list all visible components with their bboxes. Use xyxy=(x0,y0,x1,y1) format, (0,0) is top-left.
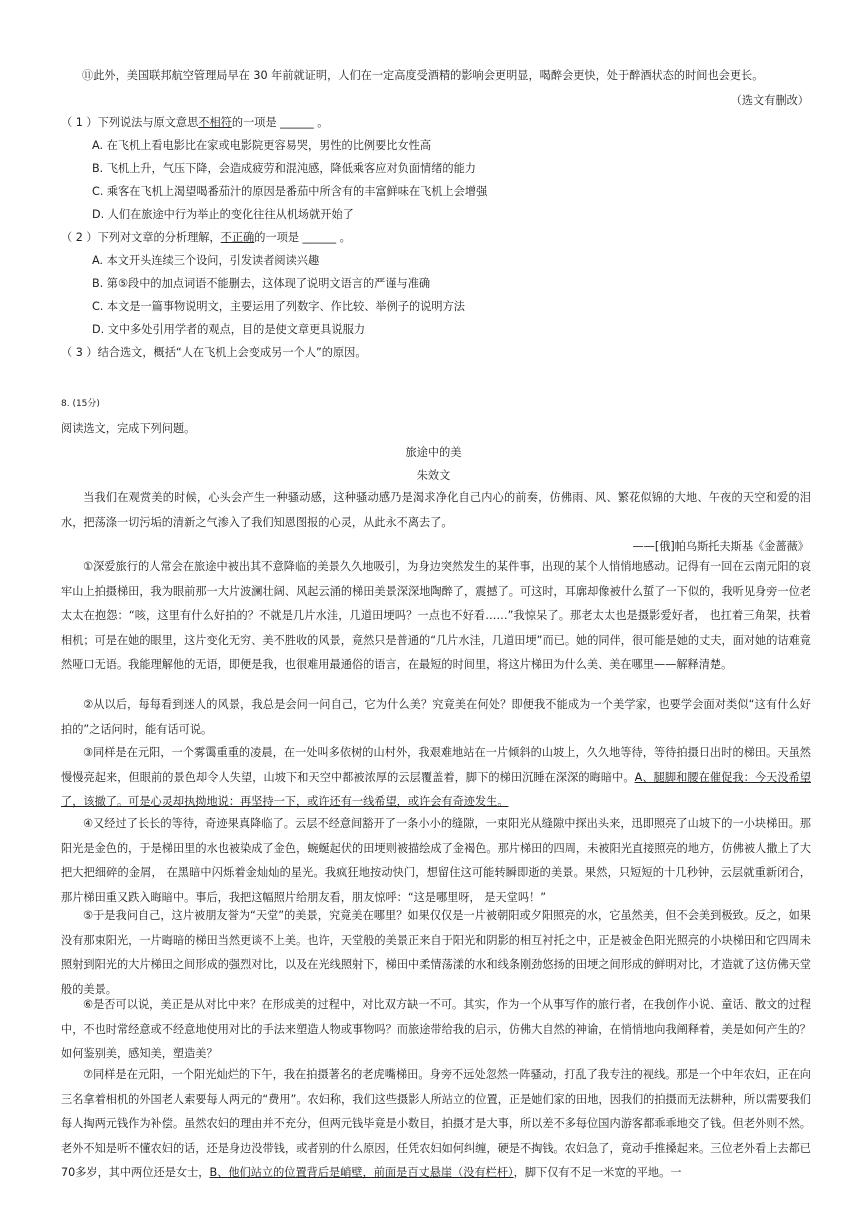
emphasis-keyword: 不相符 xyxy=(198,116,232,129)
question-2-option-b: B. 第⑤段中的加点词语不能删去，这体现了说明文语言的严谨与准确 xyxy=(92,277,431,290)
epigraph-source: ——[俄]帕乌斯托夫斯基《金蔷薇》 xyxy=(632,540,809,553)
epigraph: 当我们在观赏美的时候，心头会产生一种骚动感，这种骚动感乃是渴求净化自己内心的前奏，仿佛雨、风、繁花似锦的大地、午夜的天空和爱的泪水，把荡涤一切污垢的清新之气渗入了我们知恩图报的心灵，从此永不离去了。 xyxy=(61,491,811,529)
underlined-sentence-b: B、他们站立的位置背后是峭壁，前面是百丈悬崖（没有栏杆） xyxy=(209,1166,514,1180)
underlined-sentence-a: A、腿脚和腰在催促我：今天没希望了，该撤了。可是心灵却执拗地说：再坚持一下，或许还有一线希望，或许会有奇迹发生。 xyxy=(61,770,811,809)
question-1-option-b: B. 飞机上升，气压下降，会造成疲劳和混沌感，降低乘客应对负面情绪的能力 xyxy=(92,162,476,175)
question-8-number: 8. (15分) xyxy=(61,399,100,409)
paragraph-3: ③同样是在元阳，一个雾霭重重的凌晨，在一处叫多依树的山村外，我艰难地站在一片倾斜的山坡上，久久地等待，等待拍摄日出时的梯田。天虽然慢慢亮起来，但眼前的景色却令人失望，山坡下和天空中都被浓厚的云层覆盖着，脚下的梯田沉睡在深深的晦暗中。A、腿脚和腰在催促我：今天没希望了，该撤了。可是心灵却执拗地说：再坚持一下，或许还有一线希望，或许会有奇迹发生。 xyxy=(61,746,811,809)
question-8-instruction: 阅读选文，完成下列问题。 xyxy=(61,422,196,435)
question-2-stem: （ 2 ）下列对文章的分析理解，不正确的一项是 ______ 。 xyxy=(61,231,351,244)
paragraph-4: ④又经过了长长的等待，奇迹果真降临了。云层不经意间豁开了一条小小的缝隙，一束阳光从缝隙中探出头来，迅即照亮了山坡下的一小块梯田。那阳光是金色的，于是梯田里的水也被染成了金色，蜿蜒起伏的田埂则被描绘成了金褐色。那片梯田的四周，未被阳光直接照亮的地方，仿佛被人撒上了大把大把细碎的金屑， 在黑暗中闪烁着金灿灿的星光。我疯狂地按动快门，想留住这可能转瞬即逝的美景。果然，只短短的十几秒钟，云层就重新闭合，那片梯田重又跌入晦暗中。事后，我把这幅照片给朋友看，朋友惊呼：“这是哪里呀， 是天堂吗！” xyxy=(61,817,811,904)
paragraph-2: ②从以后，每每看到迷人的风景，我总是会问一问自己，它为什么美？究竟美在何处？即便我不能成为一个美学家，也要学会面对类似“这有什么好拍的”之话问时，能有话可说。 xyxy=(61,698,811,736)
paragraph-6: ⑥是否可以说，美正是从对比中来？在形成美的过程中，对比双方缺一不可。其实，作为一个从事写作的旅行者，在我创作小说、童话、散文的过程中，不也时常经意或不经意地使用对比的手法来塑造人物或事物吗？而旅途带给我的启示，仿佛大自然的神谕，在悄悄地向我阐释着，美是如何产生的？如何鉴别美，感知美，塑造美？ xyxy=(61,998,811,1061)
question-1-option-c: C. 乘客在飞机上渴望喝番茄汁的原因是番茄中所含有的丰富鲜味在飞机上会增强 xyxy=(92,185,488,198)
article-title: 旅途中的美 xyxy=(405,446,462,459)
article-author: 朱效文 xyxy=(416,469,451,482)
source-note: （选文有删改） xyxy=(730,94,809,107)
question-1-stem: （ 1 ）下列说法与原文意思不相符的一项是 ______ 。 xyxy=(61,116,329,129)
question-1-option-a: A. 在飞机上看电影比在家或电影院更容易哭，男性的比例要比女性高 xyxy=(92,139,432,152)
passage-paragraph-11: ⑪此外，美国联邦航空管理局早在 30 年前就证明，人们在一定高度受酒精的影响会更明显，喝醉会更快，处于醉酒状态的时间也会更长。 xyxy=(82,69,764,82)
paragraph-7: ⑦同样是在元阳，一个阳光灿烂的下午，我在拍摄著名的老虎嘴梯田。身旁不远处忽然一阵骚动，打乱了我专注的视线。那是一个中年农妇，正在向三名拿着相机的外国老人索要每人两元的“费用”。农妇称，我们这些摄影人所站立的位置，正是她们家的田地，因我们的拍摄而无法耕种，所以需要我们每人掏两元钱作为补偿。虽然农妇的理由并不充分，但两元钱毕竟是小数目，拍摄才是大事，所以差不多每位国内游客都乖乖地交了钱。但老外则不然。老外不知是听不懂农妇的话，还是身边没带钱，或者别的什么原因，任凭农妇如何纠缠，硬是不掏钱。农妇急了，竟动手推搡起来。三位老外看上去都已70多岁，其中两位还是女士，B、他们站立的位置背后是峭壁，前面是百丈悬崖（没有栏杆），脚下仅有不足一米宽的平地。一 xyxy=(61,1068,811,1180)
paragraph-1: ①深爱旅行的人常会在旅途中被出其不意降临的美景久久地吸引，为身边突然发生的某件事，出现的某个人悄悄地感动。记得有一回在云南元阳的哀牢山上拍摄梯田，我为眼前那一大片波澜壮阔、风起云涌的梯田美景深深地陶醉了，震撼了。可这时，耳廓却像被什么蜇了一下似的，我听见身旁一位老太太在抱怨：“咳，这里有什么好拍的？不就是几片水洼，几道田埂吗？一点也不好看……”我惊呆了。那老太太也是摄影爱好者， 也扛着三角架，扶着相机；可是在她的眼里，这片变化无穷、美不胜收的风景，竟然只是普通的“几片水洼，几道田埂”而已。她的同伴，很可能是她的丈夫，面对她的诘难竟然哑口无语。我能理解他的无语，即便是我，也很难用最通俗的语言，在最短的时间里，将这片梯田为什么美、美在哪里——解释清楚。 xyxy=(61,560,811,672)
question-2-option-c: C. 本文是一篇事物说明文，主要运用了列数字、作比较、举例子的说明方法 xyxy=(92,300,465,313)
question-3-stem: （ 3 ）结合选文，概括“人在飞机上会变成另一个人”的原因。 xyxy=(61,346,367,359)
paragraph-5: ⑤于是我问自己，这片被朋友誉为“天堂”的美景，究竟美在哪里？如果仅仅是一片被朝阳或夕阳照亮的水，它虽然美，但不会美到极致。反之，如果没有那束阳光，一片晦暗的梯田当然更谈不上美。也许，天堂般的美景正来自于阳光和阴影的相互衬托之中，正是被金色阳光照亮的小块梯田和它四周未照射到阳光的大片梯田之间形成的强烈对比，以及在光线照射下，梯田中柔情荡漾的水和线条刚劲悠扬的田埂之间形成的鲜明对比，才造就了这仿佛天堂般的美景。 xyxy=(61,909,811,996)
emphasis-keyword: 不正确 xyxy=(220,231,255,244)
question-2-option-a: A. 本文开头连续三个设问，引发读者阅读兴趣 xyxy=(92,254,320,267)
question-2-option-d: D. 文中多处引用学者的观点，目的是使文章更具说服力 xyxy=(92,323,366,336)
question-1-option-d: D. 人们在旅途中行为举止的变化往往从机场就开始了 xyxy=(92,208,354,221)
